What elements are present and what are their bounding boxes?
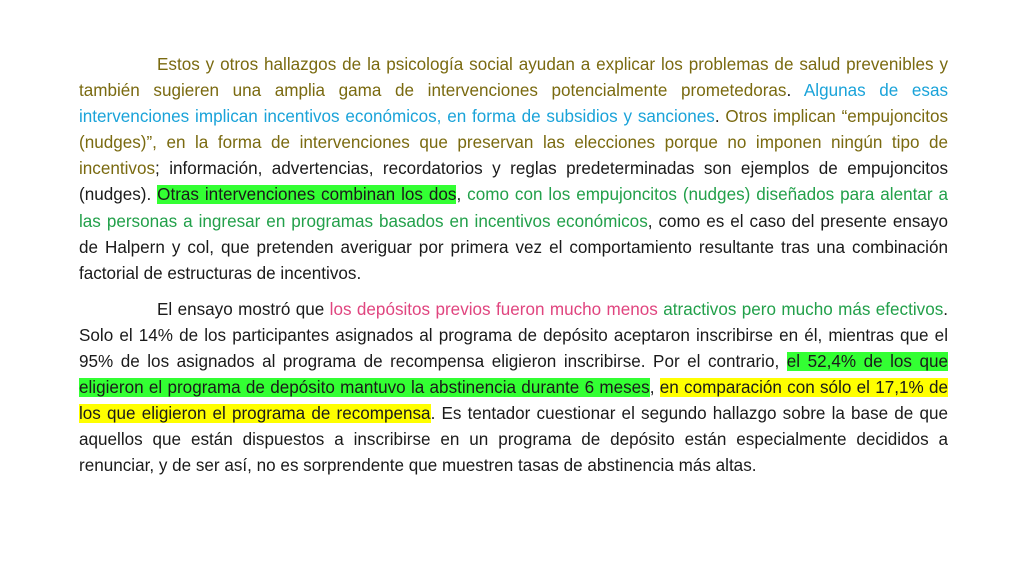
text-segment: Algunas de esas intervenciones implican incentivos económicos, en forma de subsidios y sanciones [79, 81, 948, 127]
text-segment: El ensayo mostró que [157, 299, 330, 319]
text-segment: Estos y otros hallazgos de la psicología social ayudan a explicar los problemas de salud prevenibles y también sugieren una amplia gama de intervenciones potencialmente prometedoras [79, 55, 948, 101]
text-segment: ; información, advertencias, recordatorios y reglas predeterminadas son ejemplos de empujoncitos (nudges). [79, 159, 948, 205]
highlighted-text: Otras intervenciones combinan los dos [157, 185, 457, 205]
text-segment: . [714, 107, 720, 127]
paragraph-1 [79, 52, 948, 287]
paragraph-2 [79, 297, 948, 480]
text-segment: Otros implican “empujoncitos (nudges)”, en la forma de intervenciones que preservan las elecciones porque no imponen ningún tipo de incentivos [79, 107, 948, 179]
text-segment: los depósitos previos fueron mucho menos [329, 299, 658, 319]
highlighted-text: en comparación con sólo el 17,1% de los que eligieron el programa de recompensa [79, 378, 948, 424]
text-segment: , [649, 378, 660, 398]
text-segment: atractivos pero mucho más efectivos [657, 299, 944, 319]
text-segment: , como es el caso del presente ensayo de Halpern y col, que pretenden averiguar por primera vez el comportamiento resultante tras una combinación factorial de estructuras de incentivos. [79, 211, 949, 283]
text-segment: , [456, 185, 462, 205]
text-segment: . Solo el 14% de los participantes asignados al programa de depósito aceptaron inscribirse en él, mientras que el 95% de los asignados al programa de recompensa eligieron inscribirse. Por el contrario, [79, 299, 948, 372]
text-segment: . Es tentador cuestionar el segundo hallazgo sobre la base de que aquellos que están dispuestos a inscribirse en un programa de depósito están especialmente decididos a renunciar, y de ser así, no es sorprendente que muestren tasas de abstinencia más altas. [79, 404, 949, 476]
text-segment: como con los empujoncitos (nudges) diseñados para alentar a las personas a ingresar en programas basados en incentivos económicos [79, 185, 948, 231]
highlighted-text: el 52,4% de los que eligieron el programa de depósito mantuvo la abstinencia durante 6 meses [79, 352, 948, 398]
text-segment: . [786, 81, 792, 101]
